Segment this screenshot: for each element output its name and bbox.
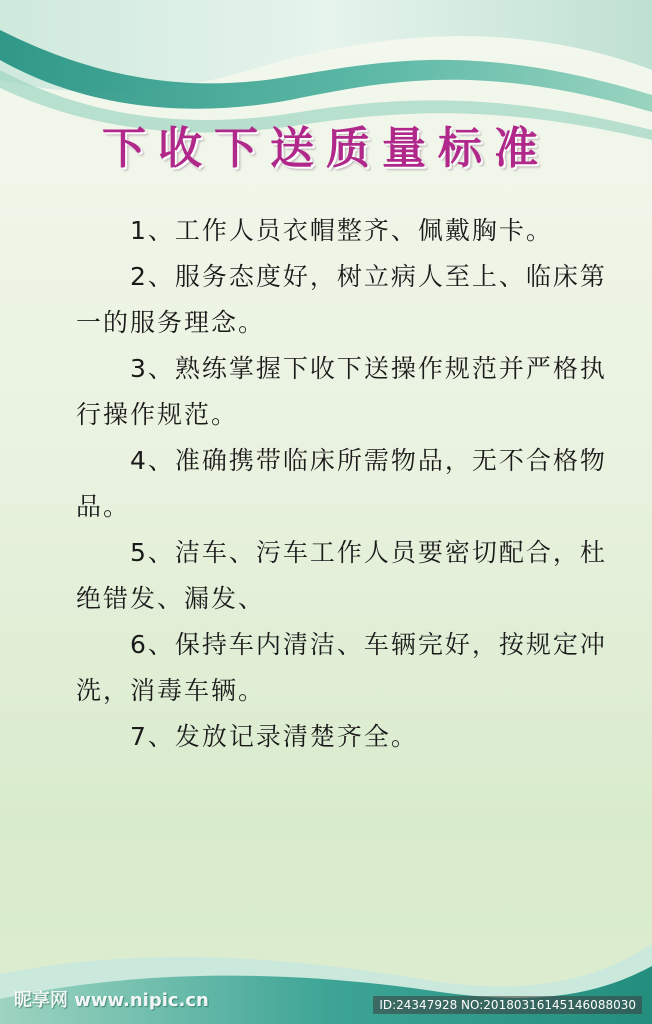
list-item: 3、熟练掌握下收下送操作规范并严格执行操作规范。 xyxy=(76,354,607,429)
standards-list xyxy=(76,208,616,760)
list-item: 7、发放记录清楚齐全。 xyxy=(130,722,418,751)
list-item: 4、准确携带临床所需物品，无不合格物品。 xyxy=(76,446,607,521)
watermark-id: ID:24347928 NO:20180316145146088030 xyxy=(373,996,642,1014)
page-title: 下收下送质量标准 xyxy=(102,123,550,174)
list-item: 5、洁车、污车工作人员要密切配合，杜绝错发、漏发、 xyxy=(76,538,607,613)
watermark-site: 昵享网 www.nipic.cn xyxy=(14,990,209,1011)
list-item: 2、服务态度好，树立病人至上、临床第一的服务理念。 xyxy=(76,262,607,337)
list-item: 6、保持车内清洁、车辆完好，按规定冲洗，消毒车辆。 xyxy=(76,630,607,705)
list-item: 1、工作人员衣帽整齐、佩戴胸卡。 xyxy=(130,216,553,245)
